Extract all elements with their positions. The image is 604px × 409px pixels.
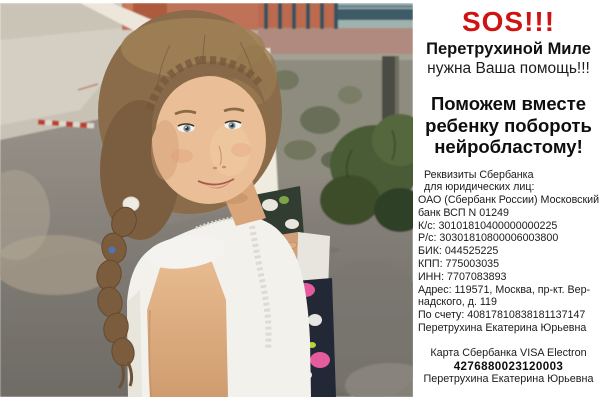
headline-line-1: Поможем вместе	[430, 93, 587, 114]
appeal-name: Перетрухиной Миле	[426, 40, 591, 58]
card-info	[413, 347, 604, 386]
headline-line-3: нейробластому!	[434, 136, 583, 157]
card-holder: Перетрухина Екатерина Юрьевна	[423, 372, 594, 385]
girl-arm	[147, 252, 228, 397]
account-holder: Перетрухина Екатерина Юрьевна	[418, 322, 587, 335]
appeal-help-line: нужна Ваша помощь!!!	[427, 60, 590, 77]
bank-address-line: Адрес: 119571, Москва, пр-кт. Вер-	[418, 283, 591, 296]
requisites-line: ОАО (Сбербанк России) Московский	[418, 194, 600, 207]
sos-headline: SOS!!!	[461, 6, 556, 37]
requisites-line: для юридических лиц:	[424, 181, 535, 194]
bik-code: БИК: 044525225	[418, 245, 499, 258]
kpp-code: КПП: 775003035	[418, 258, 500, 271]
bank-address-line: надского, д. 119	[418, 296, 497, 309]
requisites-line: Реквизиты Сбербанка	[424, 168, 534, 181]
inn-code: ИНН: 7707083893	[418, 270, 507, 283]
corr-account: К/с: 30101810400000000225	[418, 219, 558, 232]
bank-requisites	[413, 169, 604, 335]
top-border	[0, 0, 413, 3]
headline-line-2: ребенку побороть	[425, 114, 592, 136]
requisites-line: банк ВСП N 01249	[418, 206, 509, 219]
info-panel	[413, 0, 604, 409]
card-number: 4276880023120003	[453, 359, 564, 373]
bottom-border	[0, 397, 413, 409]
blue-hair-tie	[109, 247, 116, 254]
personal-account: По счету: 40817810838181137147	[418, 309, 586, 322]
settlement-account: Р/с: 30301810800006003800	[418, 232, 559, 245]
campaign-headline	[413, 93, 604, 158]
girl-face	[150, 60, 266, 204]
card-title: Карта Сбербанка VISA Electron	[430, 346, 587, 359]
